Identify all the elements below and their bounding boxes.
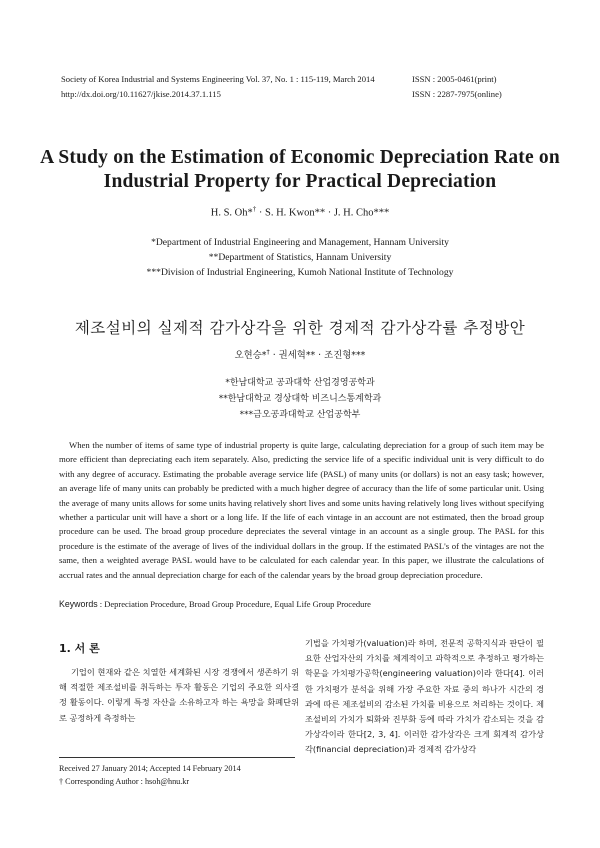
affiliation-ko-3: ***금오공과대학교 산업공학부 <box>239 410 361 420</box>
english-authors <box>0 205 600 219</box>
right-column <box>305 640 544 758</box>
corresponding-mark: † <box>252 205 257 213</box>
other-authors-en: · S. H. Kwon** · J. H. Cho*** <box>256 207 390 219</box>
footnote-divider <box>59 757 295 758</box>
corresponding-mark-ko: † <box>266 347 270 356</box>
other-authors-ko: · 권세혁** · 조진형*** <box>269 350 366 361</box>
affiliation-ko-2: **한남대학교 경상대학 비즈니스통계학과 <box>218 394 382 404</box>
abstract: When the number of items of same type of industrial property is quite large, calculating depreciation for a group of such item may be more efficient than depreciating each item separately. Also, predicting the service life of a specific individual unit is very difficult to do with any degree of accuracy. Estimating the probable average service life (PASL) of many units (or dollars) is not an easy task; however, an average life of many units can probably be predicted with a much higher degree of accuracy than the life of some particular unit. Using the average of many units allows for some units having relatively short lives and some units having relatively long lives without specifying whether a particular unit will have a short or a long life. If the life of each vintage in an account are not estimated, then the broad group procedure can be used. The broad group procedure depreciates the several vintage in an account as a single group. The PASL for this procedure is the estimate of the average of lives of the individual dollars in the group. If the estimated PASL's of the vintages are not the same, then a weighted average PASL would have to be calculated for each calendar year. In this paper, we illustrate the calculations of accrual rates and the annual depreciation charge for each of the calendar years by the broad group depreciation procedure. <box>59 440 544 580</box>
korean-authors <box>0 347 600 361</box>
keywords-label: Keywords <box>59 599 98 609</box>
corresponding-author: † Corresponding Author : hsoh@hnu.kr <box>59 777 190 786</box>
keywords-separator: : <box>97 599 105 609</box>
english-title-line-2: Industrial Property for Practical Depreciation <box>103 171 497 192</box>
korean-affiliations <box>0 375 600 423</box>
doi-link[interactable]: http://dx.doi.org/10.11627/jkise.2014.37.1.115 <box>61 89 221 99</box>
author-1-ko: 오현승* <box>234 350 267 361</box>
issn-print: ISSN : 2005-0461(print) <box>412 74 497 84</box>
korean-title: 제조설비의 실제적 감가상각을 위한 경제적 감가상각률 추정방안 <box>74 319 526 337</box>
affiliation-en-3: ***Division of Industrial Engineering, Kumoh National Institute of Technology <box>146 267 454 278</box>
intro-paragraph-left: 기업이 현재와 같은 치열한 세계화된 시장 경쟁에서 생존하기 위해 적절한 제조설비를 취득하는 투자 활동은 기업의 주요한 의사결정 활동이다. 이렇게 특정 자산을 소유하고자 하는 욕망을 화폐단위로 공정하게 측정하는 <box>59 667 299 723</box>
keywords-text: Depreciation Procedure, Broad Group Procedure, Equal Life Group Procedure <box>104 599 371 609</box>
left-column <box>59 640 299 726</box>
affiliation-ko-1: *한남대학교 공과대학 산업경영공학과 <box>225 378 375 388</box>
issn-online: ISSN : 2287-7975(online) <box>412 89 502 99</box>
intro-paragraph-right: 기법을 가치평가(valuation)라 하며, 전문적 공학지식과 판단이 필요한 산업자산의 가치를 체계적이고 과학적으로 추정하고 평가하는 학문을 가치평가공학(engineering valuation)이라 한다[4]. 이러한 가치평가 분석을 위해 가장 주요한 자료 중의 하나가 시간의 경과에 따른 제조설비의 감소된 가치를 비용으로 처리하는 것이다. 제조설비의 가치가 퇴화와 진부화 등에 따라 가치가 감소되는 것을 감가상각이라 한다[2, 3, 4]. 이러한 감가상각은 크게 회계적 감가상각(financial depreciation)과 경제적 감가상각 <box>305 638 544 755</box>
author-1-en: H. S. Oh* <box>210 207 253 219</box>
section-heading-introduction: 1. 서 론 <box>59 642 100 655</box>
affiliation-en-2: **Department of Statistics, Hannam University <box>208 252 392 263</box>
journal-citation: Society of Korea Industrial and Systems Engineering Vol. 37, No. 1 : 115-119, March 2014 <box>61 74 375 84</box>
received-date: Received 27 January 2014; Accepted 14 February 2014 <box>59 764 241 773</box>
english-affiliations <box>0 235 600 280</box>
footnotes <box>59 762 299 788</box>
affiliation-en-1: *Department of Industrial Engineering and Management, Hannam University <box>151 237 449 248</box>
english-title-line-1: A Study on the Estimation of Economic Depreciation Rate on <box>40 147 560 168</box>
keywords <box>59 599 544 609</box>
journal-header <box>61 72 542 102</box>
english-title <box>40 146 560 194</box>
